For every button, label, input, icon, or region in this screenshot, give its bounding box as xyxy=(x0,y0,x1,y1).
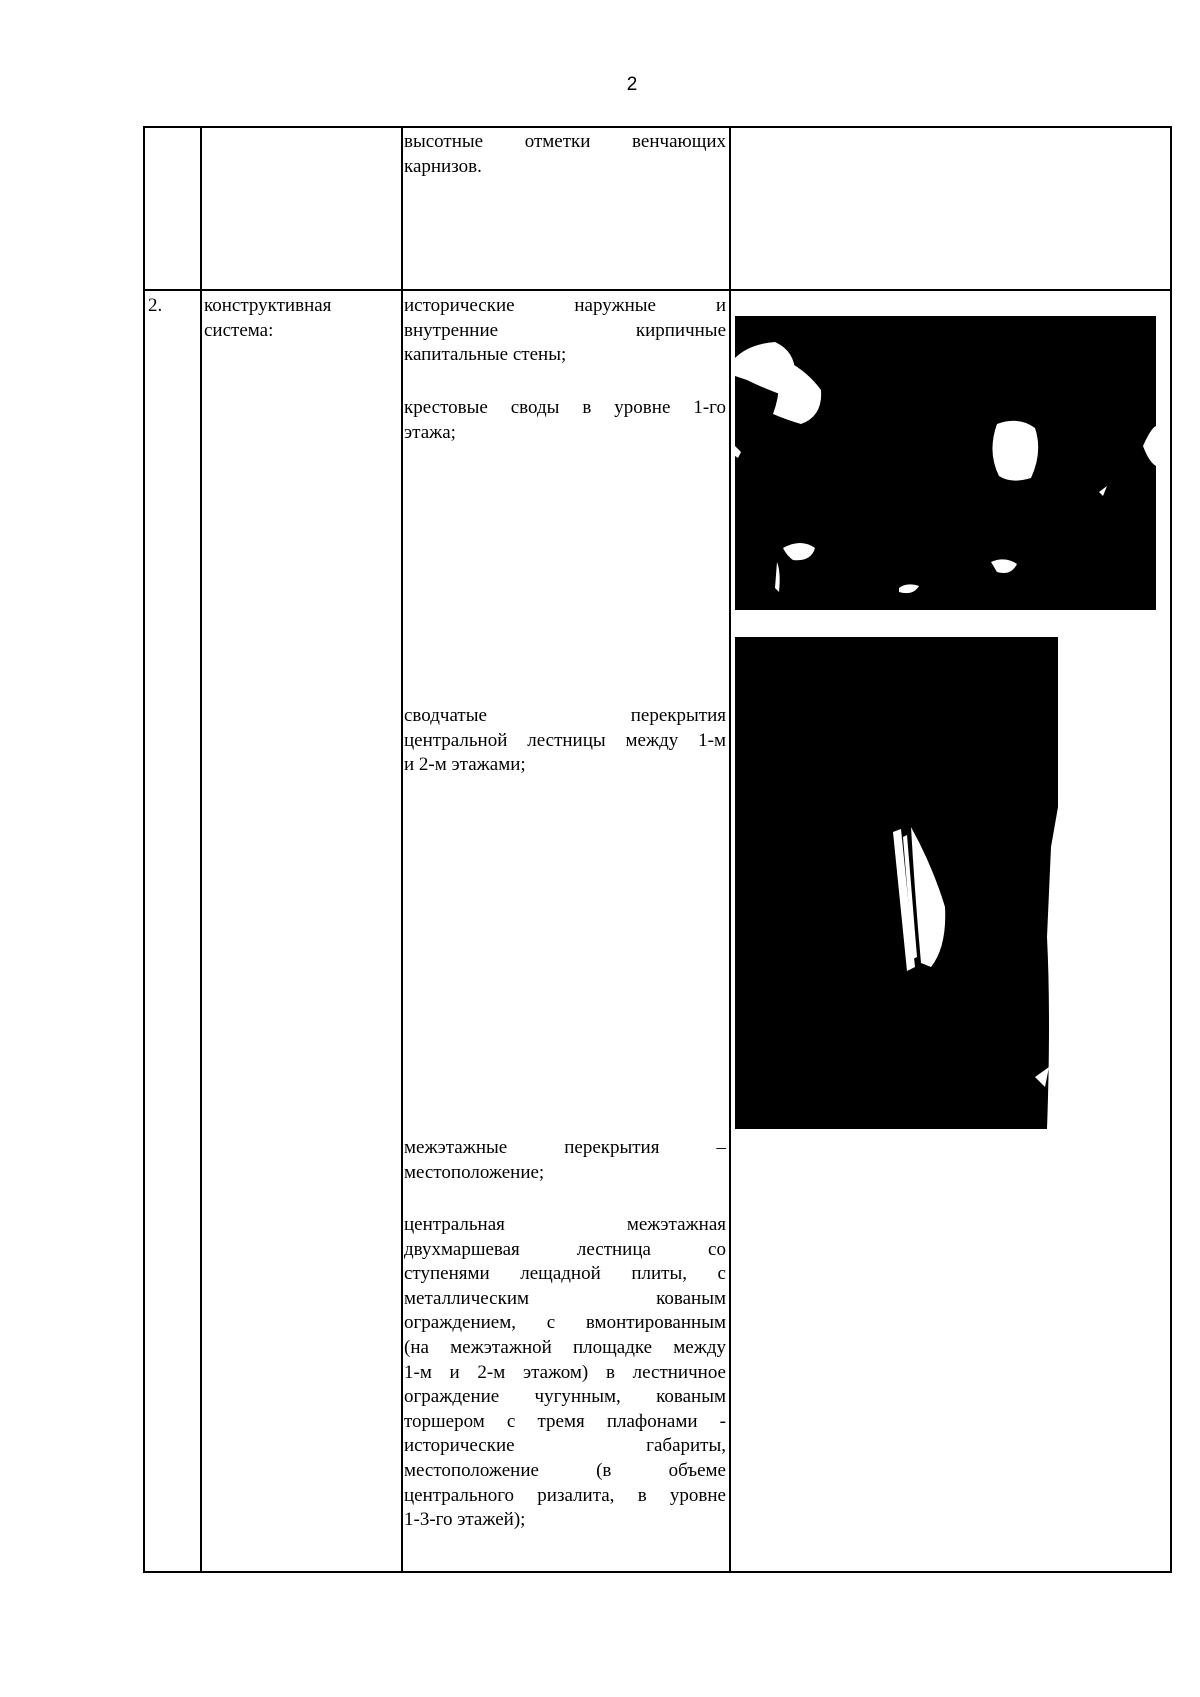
column-divider-3 xyxy=(729,126,731,1573)
item-walls: исторические наружные и внутренние кирпичные капитальные стены; xyxy=(404,295,726,366)
table-border-top xyxy=(144,126,1172,128)
row2-number: 2. xyxy=(148,295,163,316)
row1-description: высотные отметки венчающих карнизов. xyxy=(404,131,726,177)
column-divider-2 xyxy=(401,126,403,1573)
column-divider-1 xyxy=(200,126,202,1573)
stair-vaults-photo-highlights xyxy=(735,637,1058,1129)
column-divider-0 xyxy=(143,126,145,1573)
row-divider xyxy=(144,289,1172,291)
item-staircase: центральная межэтажная двухмаршевая лестница со ступенями лещадной плиты, с металлическим кованым ограждением, с вмонтированным (на межэтажной площадке между 1-м и 2-м этажом) в лестничное ограждение чугунным, кованым торшером с тремя плафонами - исторические габариты, местоположение (в объеме центрального ризалита, в уровне 1-3-го этажей); xyxy=(404,1214,726,1531)
page-number: 2 xyxy=(626,74,638,95)
item-stair-vaults: сводчатые перекрытия центральной лестницы между 1-м и 2-м этажами; xyxy=(404,705,726,776)
item-floors: межэтажные перекрытия – местоположение; xyxy=(404,1137,726,1183)
stair-vaults-photo xyxy=(735,637,1058,1129)
vaults-photo xyxy=(735,316,1156,610)
table-border-bottom xyxy=(144,1571,1172,1573)
row2-subject: конструктивная система: xyxy=(204,295,332,341)
column-divider-4 xyxy=(1170,126,1172,1573)
item-vaults: крестовые своды в уровне 1-го этажа; xyxy=(404,397,726,443)
vaults-photo-highlights xyxy=(735,316,1156,610)
